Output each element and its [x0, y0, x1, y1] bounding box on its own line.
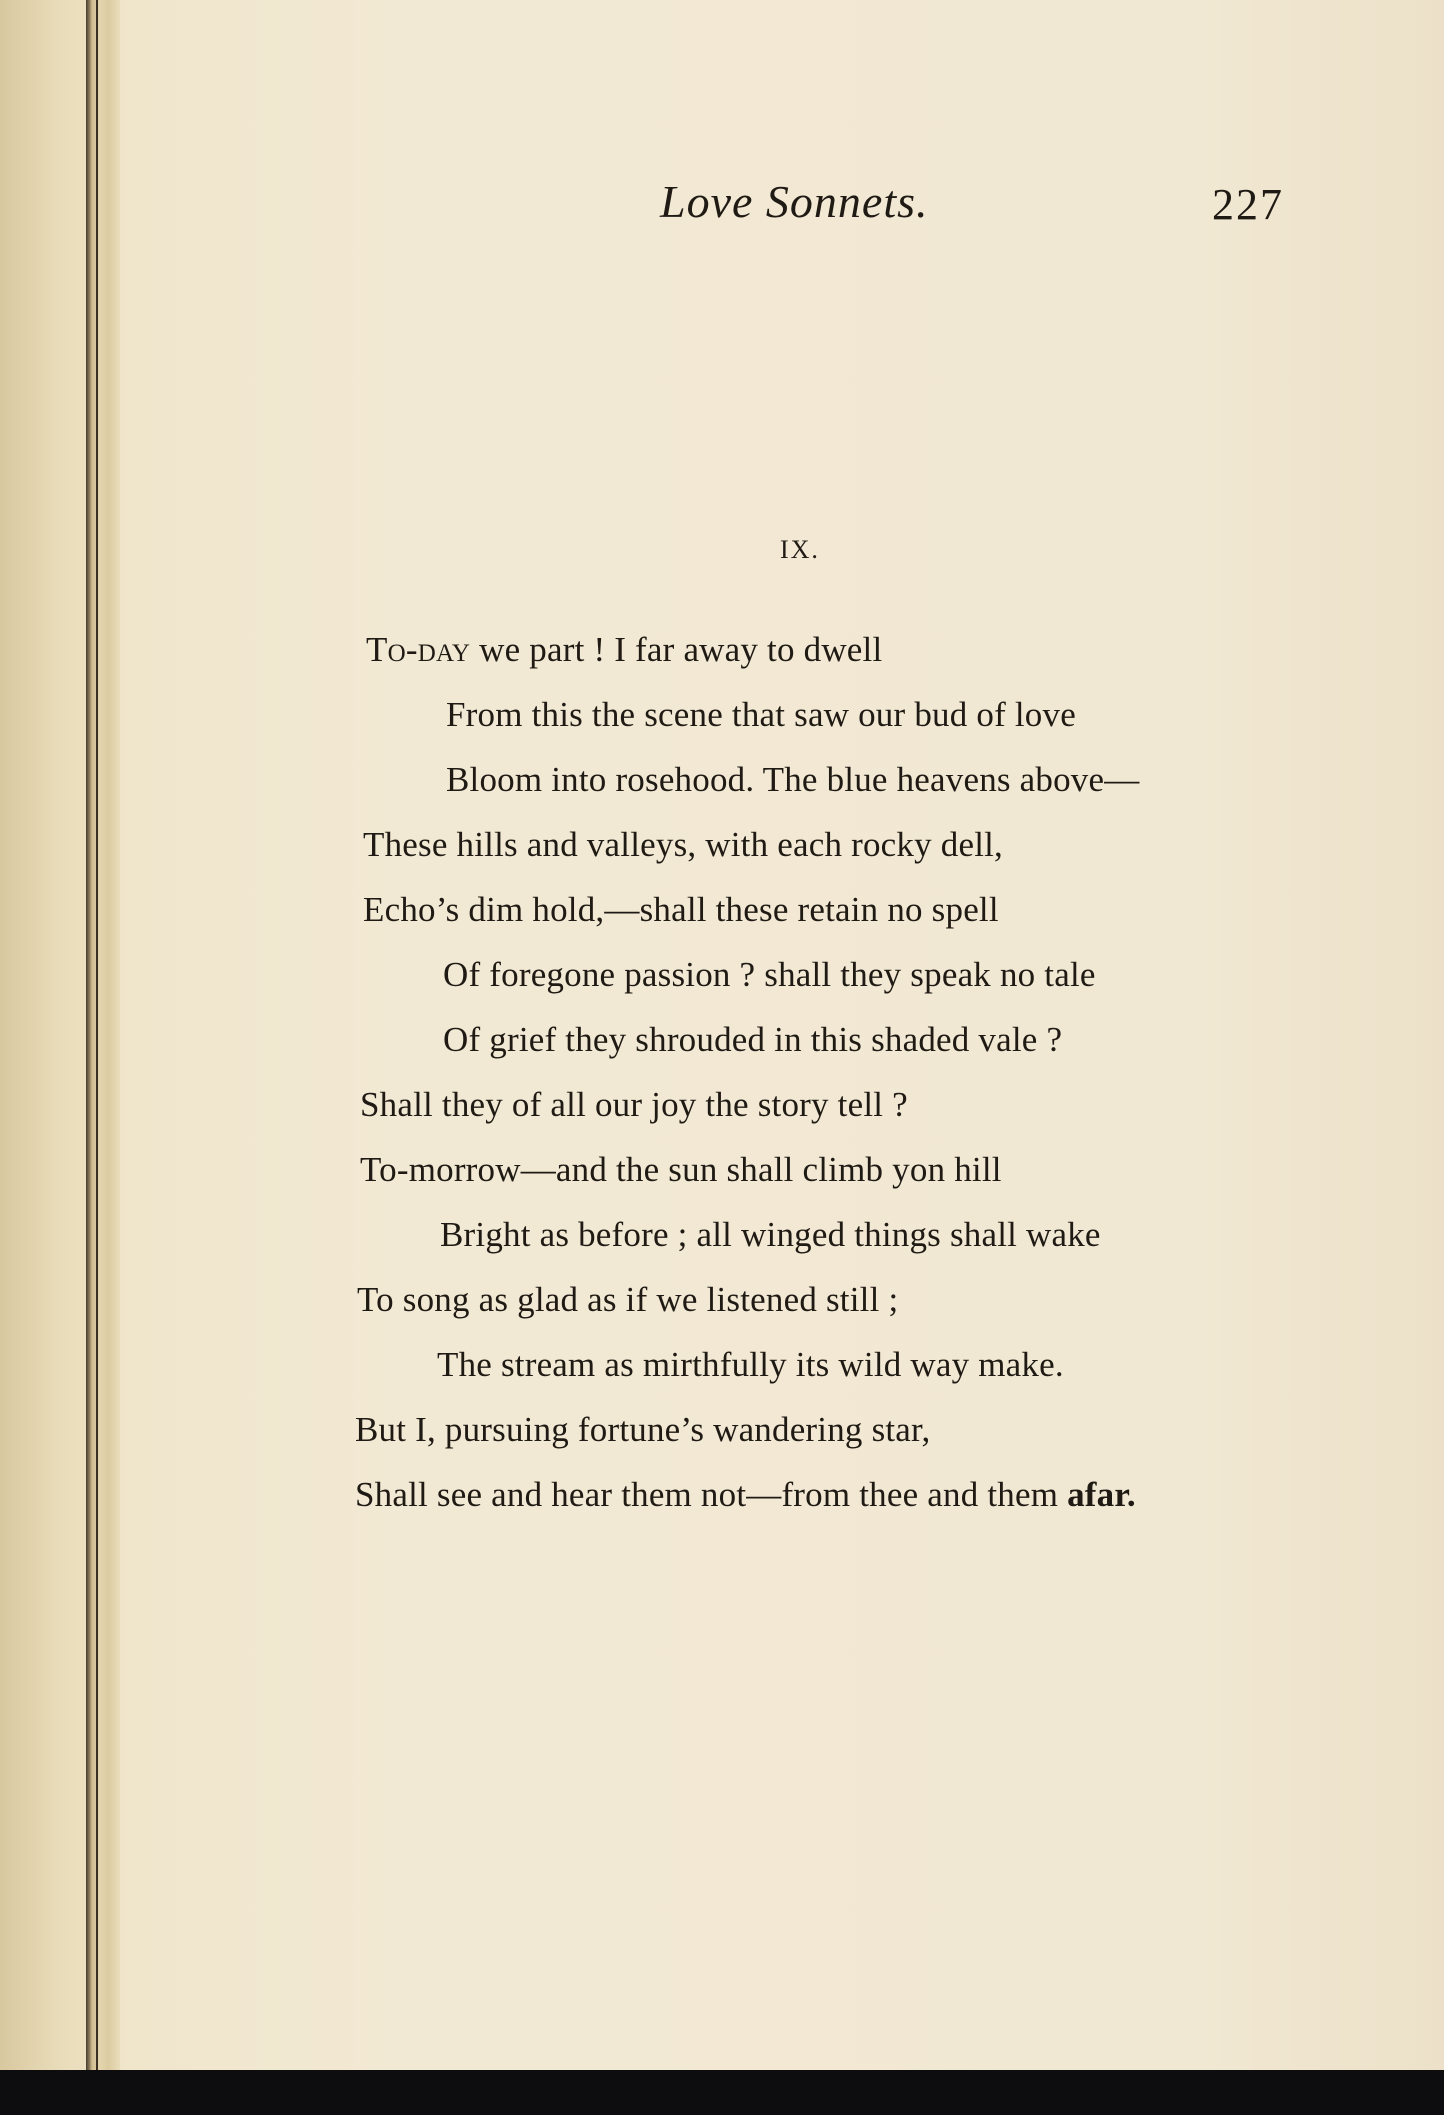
poem-line: From this the scene that saw our bud of love: [446, 695, 1076, 734]
poem-line: [366, 632, 882, 667]
poem-line-text: Shall see and hear them not—from thee and them: [355, 1475, 1068, 1514]
poem-line: To-morrow—and the sun shall climb yon hill: [360, 1150, 1002, 1189]
section-numeral: IX.: [780, 535, 820, 564]
poem-line: Bloom into rosehood. The blue heavens above—: [446, 760, 1140, 799]
poem-line: Bright as before ; all winged things shall wake: [440, 1215, 1101, 1254]
poem-line-end: afar.: [1067, 1475, 1136, 1514]
poem-line: But I, pursuing fortune’s wandering star,: [355, 1410, 931, 1449]
poem-line: Of grief they shrouded in this shaded vale ?: [443, 1020, 1063, 1059]
poem-line: Echo’s dim hold,—shall these retain no spell: [363, 890, 999, 929]
poem-line: [355, 1477, 1136, 1512]
poem-line: The stream as mirthfully its wild way make.: [437, 1345, 1064, 1384]
running-head-title: Love Sonnets.: [660, 176, 929, 227]
page-number: 227: [1212, 180, 1284, 229]
poem-line-lead-caps: To-day: [366, 630, 471, 669]
poem-line: These hills and valleys, with each rocky dell,: [363, 825, 1003, 864]
scan-bottom-border: [0, 2070, 1444, 2115]
poem-line: To song as glad as if we listened still ;: [357, 1280, 899, 1319]
poem-line: Shall they of all our joy the story tell ?: [360, 1085, 908, 1124]
poem-line: Of foregone passion ? shall they speak no tale: [443, 955, 1096, 994]
poem-line-text: we part ! I far away to dwell: [470, 630, 883, 669]
